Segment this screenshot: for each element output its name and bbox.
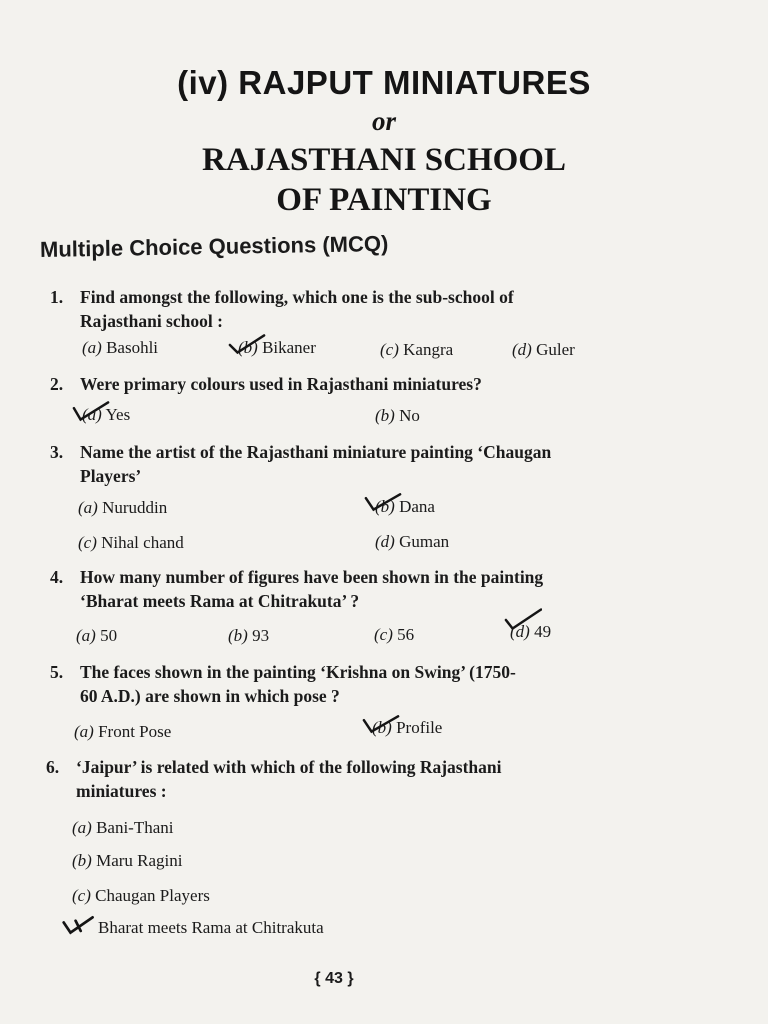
question-3 xyxy=(50,440,670,488)
option-3b: (b) Dana xyxy=(375,497,435,516)
option-4a: (a) 50 xyxy=(76,626,118,645)
option-3d: (d) Guman xyxy=(375,532,450,551)
option-1c: (c) Kangra xyxy=(380,340,454,359)
option-2a: (a) Yes xyxy=(82,405,131,424)
option-1b: (b) Bikaner xyxy=(238,338,316,357)
check-mark-icon xyxy=(504,608,542,630)
question-number: 3. xyxy=(50,442,64,462)
option-3a: (a) Nuruddin xyxy=(78,498,168,517)
question-text: Find amongst the following, which one is the sub-school of xyxy=(80,287,514,307)
option-6b: (b) Maru Ragini xyxy=(72,851,183,870)
question-2 xyxy=(50,372,670,396)
chapter-title: (iv) RAJPUT MINIATURES xyxy=(177,64,591,101)
page-number: { 43 } xyxy=(314,970,354,987)
question-4 xyxy=(50,565,670,613)
question-1 xyxy=(50,285,670,333)
option-1a: (a) Basohli xyxy=(82,338,159,357)
option-6d: Bharat meets Rama at Chitrakuta xyxy=(98,918,324,937)
question-text: The faces shown in the painting ‘Krishna on Swing’ (1750- xyxy=(80,662,516,682)
question-text: How many number of figures have been shown in the painting xyxy=(80,567,544,587)
check-mark-icon xyxy=(362,712,400,734)
option-4c: (c) 56 xyxy=(374,625,415,644)
chapter-subtitle-line1: RAJASTHANI SCHOOL xyxy=(202,142,566,178)
question-5 xyxy=(50,660,670,708)
section-heading: Multiple Choice Questions (MCQ) xyxy=(39,230,389,262)
question-text-cont: Rajasthani school : xyxy=(80,311,223,331)
question-number: 5. xyxy=(50,662,64,682)
option-6c: (c) Chaugan Players xyxy=(72,886,210,905)
question-number: 2. xyxy=(50,374,64,394)
question-text-cont: miniatures : xyxy=(76,781,167,801)
question-text: Name the artist of the Rajasthani miniature painting ‘Chaugan xyxy=(80,442,552,462)
question-text: ‘Jaipur’ is related with which of the following Rajasthani xyxy=(76,757,502,777)
question-text-cont: 60 A.D.) are shown in which pose ? xyxy=(80,686,340,706)
option-6a: (a) Bani-Thani xyxy=(72,818,174,837)
question-text-cont: ‘Bharat meets Rama at Chitrakuta’ ? xyxy=(80,591,360,611)
option-1d: (d) Guler xyxy=(512,340,575,359)
chapter-title-or: or xyxy=(371,106,396,136)
option-5b: (b) Profile xyxy=(372,718,443,737)
option-4b: (b) 93 xyxy=(228,626,270,645)
question-number: 6. xyxy=(46,757,60,777)
check-mark-icon xyxy=(72,400,110,422)
question-number: 4. xyxy=(50,567,64,587)
check-mark-icon xyxy=(364,490,402,512)
option-4d: (d) 49 xyxy=(510,622,552,641)
question-6 xyxy=(46,755,666,803)
option-5a: (a) Front Pose xyxy=(74,722,172,741)
question-text: Were primary colours used in Rajasthani miniatures? xyxy=(80,374,482,394)
check-mark-icon xyxy=(62,914,96,936)
chapter-subtitle-line2: OF PAINTING xyxy=(276,182,492,218)
option-3c: (c) Nihal chand xyxy=(78,533,184,552)
question-number: 1. xyxy=(50,287,64,307)
option-2b: (b) No xyxy=(375,406,420,425)
question-text-cont: Players’ xyxy=(80,466,142,486)
check-mark-icon xyxy=(228,333,266,355)
